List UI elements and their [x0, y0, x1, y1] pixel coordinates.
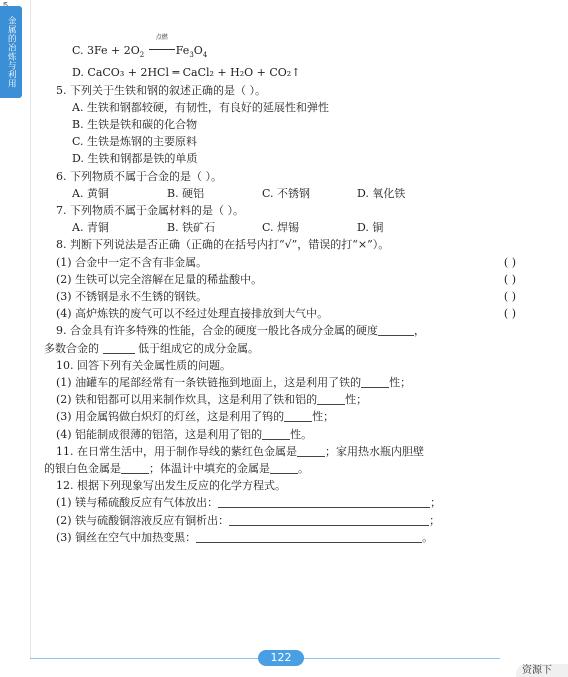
q7-options — [56, 219, 526, 236]
left-margin-rule — [30, 0, 31, 660]
question-8: 8. 判断下列说法是否正确（正确的在括号内打“√”，错误的打“×”）。 — [56, 238, 390, 252]
question-11: 11. 在日常生活中，用于制作导线的紫红色金属是 ；家用热水瓶内胆壁 — [56, 444, 424, 458]
question-9-cont: 多数合金的 低于组成它的成分金属。 — [44, 341, 259, 355]
q6-option: C. 不锈钢 — [262, 186, 311, 200]
corner-badge: 资源下 — [516, 664, 568, 677]
answer-blank[interactable] — [297, 445, 325, 457]
question-9: 9. 合金具有许多特殊的性能，合金的硬度一般比各成分金属的硬度 ， — [56, 324, 425, 338]
chapter-side-tab — [0, 6, 22, 98]
question-7: 7. 下列物质不属于金属材料的是（ ）。 — [56, 204, 244, 218]
q6-option: B. 硬铝 — [167, 186, 205, 200]
q10-item: (2) 铁和铝都可以用来制作炊具，这是利用了铁和铝的 性； — [56, 393, 368, 407]
answer-blank[interactable] — [121, 462, 149, 474]
q8-item: (3) 不锈钢是永不生锈的钢铁。 ( ) — [56, 290, 516, 304]
q10-item: (4) 铝能制成很薄的铝箔，这是利用了铝的 性。 — [56, 427, 313, 441]
question-6: 6. 下列物质不属于合金的是（ ）。 — [56, 169, 222, 183]
q8-item: (4) 高炉炼铁的废气可以不经过处理直接排放到大气中。 ( ) — [56, 307, 516, 321]
q12-item: (3) 铜丝在空气中加热变黑： 。 — [56, 530, 434, 544]
question-11-cont: 的银白色金属是 ；体温计中填充的金属是 。 — [44, 462, 309, 476]
q10-item: (3) 用金属钨做白炽灯的灯丝，这是利用了钨的 性； — [56, 410, 335, 424]
q6-option: A. 黄铜 — [72, 186, 109, 200]
question-10: 10. 回答下列有关金属性质的问题。 — [56, 358, 231, 372]
answer-blank[interactable] — [284, 410, 312, 422]
answer-blank[interactable] — [196, 531, 422, 543]
page-number: 122 — [258, 650, 304, 666]
answer-blank[interactable] — [317, 393, 345, 405]
answer-blank[interactable] — [262, 428, 290, 440]
q6-option: D. 氧化铁 — [357, 186, 406, 200]
q5-option-b: B. 生铁是铁和碳的化合物 — [72, 118, 198, 131]
q5-option-c: C. 生铁是炼钢的主要原料 — [72, 135, 198, 149]
chapter-tab-label: 金属的冶炼与利用 — [6, 16, 17, 88]
question-5: 5. 下列关于生铁和钢的叙述正确的是（ ）。 — [56, 83, 266, 97]
q4-option-c: C. $3Fe + 2O_2$ 点燃 $Fe_3O_4$ — [72, 34, 208, 60]
question-12: 12. 根据下列现象写出发生反应的化学方程式。 — [56, 479, 286, 493]
q12-item: (1) 镁与稀硫酸反应有气体放出： ； — [56, 496, 442, 510]
q5-option-d: D. 生铁和钢都是铁的单质 — [72, 152, 198, 166]
q10-item: (1) 油罐车的尾部经常有一条铁链拖到地面上，这是利用了铁的 性； — [56, 376, 412, 390]
q7-option: D. 铜 — [357, 221, 384, 235]
answer-blank[interactable] — [270, 462, 298, 474]
q7-option: A. 青铜 — [72, 221, 109, 235]
answer-blank[interactable] — [103, 342, 135, 354]
q5-option-a: A. 生铁和钢都较硬，有韧性，有良好的延展性和弹性 — [72, 100, 329, 114]
q8-item: (2) 生铁可以完全溶解在足量的稀盐酸中。 ( ) — [56, 272, 516, 286]
q4-option-d: D. CaCO₃ + 2HCl ═ CaCl₂ + H₂O + CO₂↑ — [72, 66, 301, 80]
answer-blank[interactable] — [378, 324, 414, 336]
q7-option: B. 铁矿石 — [167, 221, 216, 235]
q6-options — [56, 185, 526, 202]
q8-item: (1) 合金中一定不含有非金属。 ( ) — [56, 255, 516, 269]
q7-option: C. 焊锡 — [262, 221, 300, 235]
answer-blank[interactable] — [218, 496, 430, 508]
answer-blank[interactable] — [361, 376, 389, 388]
answer-blank[interactable] — [229, 514, 429, 526]
page-content — [44, 34, 526, 546]
q12-item: (2) 铁与硫酸铜溶液反应有铜析出： ； — [56, 513, 441, 527]
